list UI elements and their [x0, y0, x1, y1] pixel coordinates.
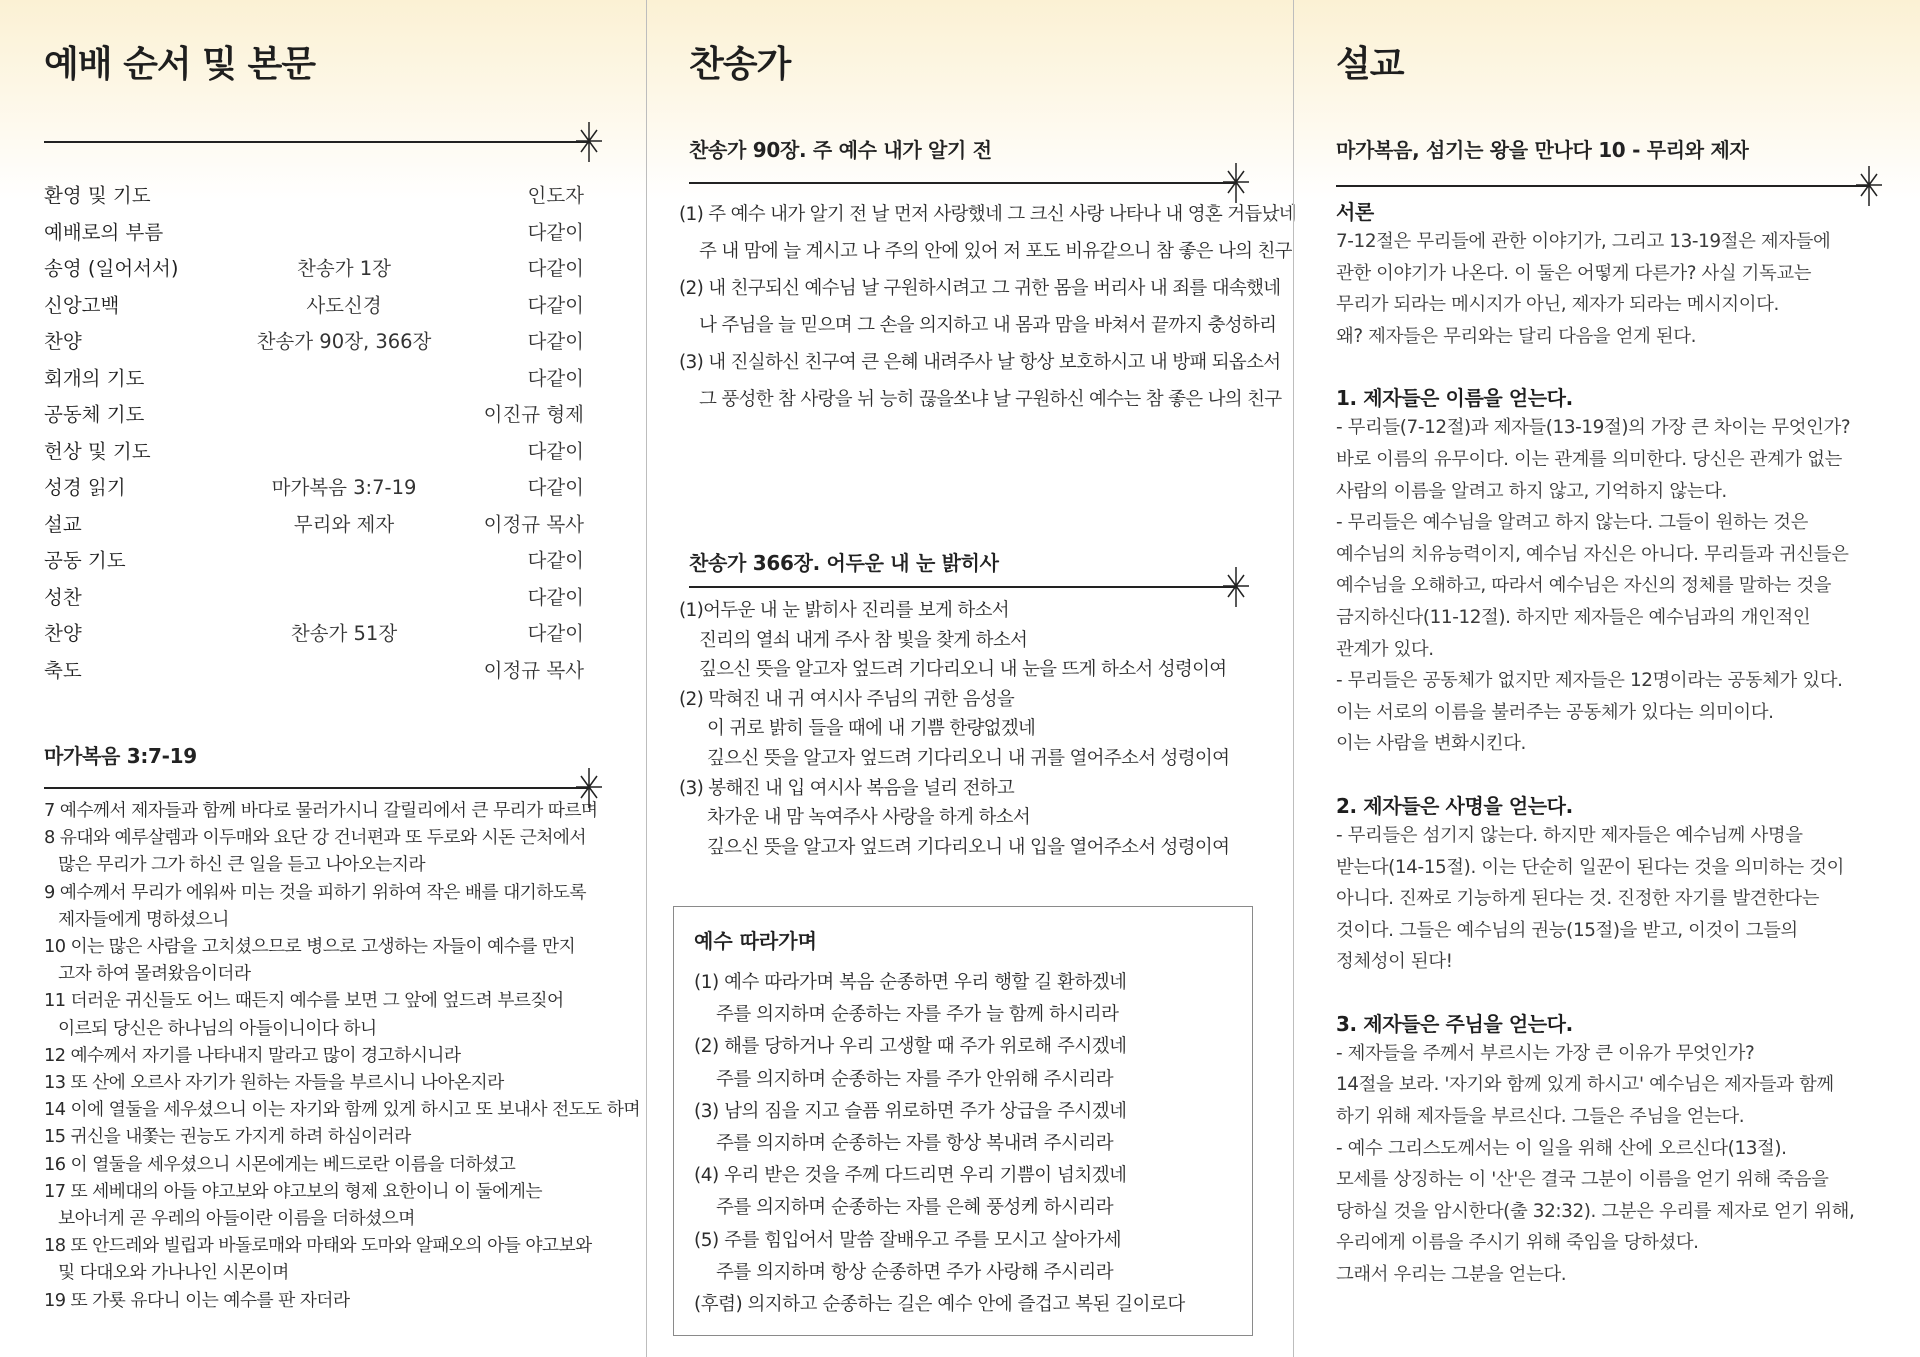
order-item-name: 성경 읽기 — [44, 476, 126, 499]
scripture-line: 제자들에게 명하셨으니 — [58, 908, 229, 930]
order-row — [44, 253, 584, 290]
sermon-line: 것이다. 그들은 예수님의 권능(15절)을 받고, 이것이 그들의 — [1336, 919, 1798, 941]
order-item-name: 회개의 기도 — [44, 366, 145, 390]
order-item-name: 헌상 및 기도 — [44, 439, 151, 463]
order-item-person: 이정규 목사 — [483, 658, 584, 682]
sparkle-icon — [576, 122, 602, 162]
lyric-line: (4) 우리 받은 것을 주께 다드리면 우리 기쁨이 넘치겠네 — [694, 1165, 1127, 1187]
order-item-person: 다같이 — [527, 622, 584, 645]
worship-order-title: 예배 순서 및 본문 — [44, 44, 316, 85]
lyric-line: (2) 내 친구되신 예수님 날 구원하시려고 그 귀한 몸을 버리사 내 죄를 대속했네 — [679, 278, 1281, 299]
order-item-name: 공동체 기도 — [44, 403, 145, 426]
scripture-line: 12 예수께서 자기를 나타내지 말라고 많이 경고하시니라 — [44, 1044, 461, 1066]
lyric-line: (3) 봉해진 내 입 여시사 복음을 널리 전하고 — [679, 777, 1015, 799]
order-row — [44, 582, 584, 619]
scripture-line: 보아너게 곧 우레의 아들이란 이름을 더하셨으며 — [58, 1208, 415, 1230]
lyric-line: 주를 의지하며 순종하는 자를 주가 안위해 주시리라 — [716, 1068, 1114, 1090]
sermon-line: 바로 이름의 유무이다. 이는 관계를 의미한다. 당신은 관계가 없는 — [1336, 448, 1842, 470]
order-item-name: 예배로의 부름 — [44, 220, 164, 244]
order-item-person: 다같이 — [527, 293, 584, 317]
lyric-line: 주를 의지하며 순종하는 자를 은혜 풍성케 하시리라 — [716, 1197, 1114, 1219]
sermon-line: 이는 사람을 변화시킨다. — [1336, 733, 1526, 755]
section-spacer — [1336, 760, 1896, 792]
scripture-line: 13 또 산에 오르사 자기가 원하는 자들을 부르시니 나아온지라 — [44, 1072, 504, 1094]
section-spacer — [1336, 978, 1896, 1010]
order-row — [44, 217, 584, 254]
lyric-line: (2) 해를 당하거나 우리 고생할 때 주가 위로해 주시겠네 — [694, 1036, 1127, 1058]
order-row — [44, 363, 584, 400]
order-item-name: 환영 및 기도 — [44, 184, 151, 207]
order-item-detail: 찬송가 90장, 366장 — [256, 330, 432, 353]
order-item-detail: 무리와 제자 — [293, 512, 395, 536]
lyric-line: (1) 예수 따라가며 복음 순종하면 우리 행할 길 환하겠네 — [694, 972, 1127, 993]
scripture-line: 많은 무리가 그가 하신 큰 일을 듣고 나아오는지라 — [58, 854, 425, 876]
scripture-line: 18 또 안드레와 빌립과 바돌로매와 마태와 도마와 알패오의 아들 야고보와 — [44, 1235, 592, 1257]
order-item-person: 다같이 — [527, 257, 584, 280]
order-item-name: 축도 — [44, 658, 82, 682]
scripture-line: 16 이 열둘을 세우셨으니 시몬에게는 베드로란 이름을 더하셨고 — [44, 1153, 516, 1175]
lyric-line: 진리의 열쇠 내게 주사 참 빛을 찾게 하소서 — [699, 629, 1028, 651]
order-row — [44, 655, 584, 692]
scripture-line: 19 또 가룟 유다니 이는 예수를 판 자더라 — [44, 1289, 350, 1311]
sermon-line: 이는 서로의 이름을 불러주는 공동체가 있다는 의미이다. — [1336, 701, 1774, 723]
hymn-366-lyrics — [679, 596, 1229, 862]
follow-jesus-box — [673, 906, 1253, 1336]
follow-jesus-title: 예수 따라가며 — [694, 929, 817, 953]
sermon-line: 관계가 있다. — [1336, 638, 1434, 660]
sermon-line: 정체성이 된다! — [1336, 951, 1453, 973]
worship-order-column — [0, 0, 646, 1357]
order-item-person: 다같이 — [527, 439, 584, 463]
scripture-line: 10 이는 많은 사람을 고치셨으므로 병으로 고생하는 자들이 예수를 만지 — [44, 936, 576, 958]
sermon-column — [1293, 0, 1920, 1357]
lyric-line: 주를 의지하며 순종하는 자를 주가 늘 함께 하시리라 — [716, 1004, 1119, 1026]
sermon-body — [1336, 198, 1896, 1291]
sermon-line: 아니다. 진짜로 기능하게 된다는 것. 진정한 자기를 발견한다는 — [1336, 888, 1820, 910]
order-item-detail: 마가복음 3:7-19 — [271, 476, 417, 499]
sermon-line: 금지하신다(11-12절). 하지만 제자들은 예수님과의 개인적인 — [1336, 606, 1811, 628]
order-item-name: 설교 — [44, 512, 82, 536]
order-item-detail: 찬송가 1장 — [297, 257, 391, 280]
scripture-line: 11 더러운 귀신들도 어느 때든지 예수를 보면 그 앞에 엎드려 부르짖어 — [44, 990, 564, 1012]
sermon-line: - 무리들은 예수님을 알려고 하지 않는다. 그들이 원하는 것은 — [1336, 512, 1809, 534]
hymn-90-lyrics — [679, 196, 1296, 418]
lyric-line: 주 내 맘에 늘 계시고 나 주의 안에 있어 저 포도 비유같으니 참 좋은 나의 친구 — [699, 241, 1292, 262]
order-item-name: 찬양 — [44, 330, 82, 353]
sermon-line: - 무리들(7-12절)과 제자들(13-19절)의 가장 큰 차이는 무엇인가? — [1336, 417, 1851, 439]
lyric-line: (후렴) 의지하고 순종하는 길은 예수 안에 즐겁고 복된 길이로다 — [694, 1294, 1185, 1316]
lyric-line: 주를 의지하며 항상 순종하면 주가 사랑해 주시리라 — [716, 1261, 1114, 1283]
scripture-line: 17 또 세베대의 아들 야고보와 야고보의 형제 요한이니 이 둘에게는 — [44, 1180, 542, 1202]
scripture-line: 9 예수께서 무리가 에워싸 미는 것을 피하기 위하여 작은 배를 대기하도록 — [44, 881, 586, 903]
lyric-line: 깊으신 뜻을 알고자 엎드려 기다리오니 내 귀를 열어주소서 성령이여 — [707, 747, 1230, 769]
scripture-line: 이르되 당신은 하나님의 아들이니이다 하니 — [58, 1017, 377, 1039]
lyric-line: (3) 남의 짐을 지고 슬픔 위로하면 주가 상급을 주시겠네 — [694, 1100, 1127, 1122]
scripture-title: 마가복음 3:7-19 — [44, 744, 197, 768]
scripture-line: 15 귀신을 내쫓는 권능도 가지게 하려 하심이러라 — [44, 1126, 411, 1148]
sermon-line: 14절을 보라. '자기와 함께 있게 하시고' 예수님은 제자들과 함께 — [1336, 1074, 1834, 1096]
sermon-line: 왜? 제자들은 무리와는 달리 다음을 얻게 된다. — [1336, 325, 1697, 347]
order-item-detail: 사도신경 — [306, 293, 382, 317]
lyric-line: 차가운 내 맘 녹여주사 사랑을 하게 하소서 — [707, 807, 1030, 829]
hymn-90-title: 찬송가 90장. 주 예수 내가 알기 전 — [689, 138, 992, 162]
hymns-title: 찬송가 — [689, 44, 791, 85]
sermon-line: 우리에게 이름을 주시기 위해 죽임을 당하셨다. — [1336, 1232, 1699, 1254]
sermon-line: 하기 위해 제자들을 부르신다. 그들은 주님을 얻는다. — [1336, 1106, 1745, 1128]
order-row — [44, 180, 584, 217]
lyric-line: (5) 주를 힘입어서 말씀 잘배우고 주를 모시고 살아가세 — [694, 1229, 1122, 1251]
order-item-person: 다같이 — [527, 330, 584, 353]
lyric-line: 깊으신 뜻을 알고자 엎드려 기다리오니 내 입을 열어주소서 성령이여 — [707, 836, 1230, 858]
sermon-subtitle: 마가복음, 섬기는 왕을 만나다 10 - 무리와 제자 — [1336, 138, 1749, 162]
section-spacer — [1336, 352, 1896, 384]
order-item-person: 이정규 목사 — [483, 512, 584, 536]
worship-order-list — [44, 180, 584, 691]
order-row — [44, 326, 584, 363]
order-row — [44, 399, 584, 436]
lyric-line: 이 귀로 밝히 들을 때에 내 기쁨 한량없겠네 — [707, 718, 1036, 740]
order-row — [44, 436, 584, 473]
order-row — [44, 290, 584, 327]
sermon-line: 예수님의 치유능력이지, 예수님 자신은 아니다. 무리들과 귀신들은 — [1336, 543, 1849, 565]
order-item-name: 신앙고백 — [44, 293, 120, 317]
sermon-line: - 무리들은 공동체가 없지만 제자들은 12명이라는 공동체가 있다. — [1336, 670, 1843, 692]
sermon-line: 당하실 것을 암시한다(출 32:32). 그분은 우리를 제자로 얻기 위해, — [1336, 1200, 1855, 1222]
order-item-name: 송영 (일어서서) — [44, 257, 179, 280]
sermon-line: 7-12절은 무리들에 관한 이야기가, 그리고 13-19절은 제자들에 — [1336, 231, 1831, 252]
lyric-line: 깊으신 뜻을 알고자 엎드려 기다리오니 내 눈을 뜨게 하소서 성령이여 — [699, 659, 1227, 681]
lyric-line: (3) 내 진실하신 친구여 큰 은혜 내려주사 날 항상 보호하시고 내 방패 되옵소서 — [679, 352, 1281, 373]
sermon-line: 무리가 되라는 메시지가 아닌, 제자가 되라는 메시지이다. — [1336, 294, 1779, 316]
sermon-line: 받는다(14-15절). 이는 단순히 일꾼이 된다는 것을 의미하는 것이 — [1336, 856, 1844, 878]
lyric-line: (2) 막혀진 내 귀 여시사 주님의 귀한 음성을 — [679, 688, 1015, 710]
lyric-line: 나 주님을 늘 믿으며 그 손을 의지하고 내 몸과 맘을 바쳐서 끝까지 충성하리 — [699, 315, 1277, 336]
sermon-line: - 예수 그리스도께서는 이 일을 위해 산에 오르신다(13절). — [1336, 1137, 1787, 1159]
sermon-line: 사람의 이름을 알려고 하지 않고, 기억하지 않는다. — [1336, 480, 1727, 502]
divider-rule — [44, 122, 590, 162]
order-item-person: 인도자 — [527, 184, 584, 207]
order-item-name: 공동 기도 — [44, 549, 126, 572]
lyric-line: (1) 주 예수 내가 알기 전 날 먼저 사랑했네 그 크신 사랑 나타나 내 영혼 거듭났네 — [679, 204, 1296, 225]
lyric-line: (1)어두운 내 눈 밝히사 진리를 보게 하소서 — [679, 600, 1009, 621]
order-row — [44, 545, 584, 582]
order-row — [44, 472, 584, 509]
scripture-line: 고자 하여 몰려왔음이더라 — [58, 963, 251, 985]
sermon-section-heading: 2. 제자들은 사명을 얻는다. — [1336, 793, 1573, 818]
sermon-section-heading: 1. 제자들은 이름을 얻는다. — [1336, 386, 1573, 411]
sermon-section-heading: 서론 — [1336, 200, 1374, 224]
sermon-line: - 제자들을 주께서 부르시는 가장 큰 이유가 무엇인가? — [1336, 1042, 1755, 1064]
sermon-line: 예수님을 오해하고, 따라서 예수님은 자신의 정체를 말하는 것을 — [1336, 575, 1832, 597]
order-item-person: 다같이 — [527, 366, 584, 390]
sermon-title: 설교 — [1336, 44, 1404, 85]
order-row — [44, 509, 584, 546]
sermon-line: 관한 이야기가 나온다. 이 둘은 어떻게 다른가? 사실 기독교는 — [1336, 262, 1812, 284]
scripture-text — [44, 797, 640, 1314]
order-item-name: 찬양 — [44, 622, 82, 645]
order-item-person: 다같이 — [527, 585, 584, 609]
sermon-line: 모세를 상징하는 이 '산'은 결국 그분이 이름을 얻기 위해 죽음을 — [1336, 1169, 1829, 1191]
hymn-366-title: 찬송가 366장. 어두운 내 눈 밝히사 — [689, 551, 999, 575]
order-item-person: 다같이 — [527, 476, 584, 499]
order-item-person: 다같이 — [527, 549, 584, 572]
sermon-line: - 무리들은 섬기지 않는다. 하지만 제자들은 예수님께 사명을 — [1336, 824, 1803, 846]
order-item-person: 이진규 형제 — [483, 403, 584, 426]
follow-jesus-lyrics — [694, 967, 1185, 1321]
hymns-column — [646, 0, 1296, 1357]
scripture-line: 7 예수께서 제자들과 함께 바다로 물러가시니 갈릴리에서 큰 무리가 따르며 — [44, 800, 598, 821]
scripture-line: 및 다대오와 가나나인 시몬이며 — [58, 1262, 289, 1284]
sermon-section-heading: 3. 제자들은 주님을 얻는다. — [1336, 1011, 1573, 1036]
scripture-line: 14 이에 열둘을 세우셨으니 이는 자기와 함께 있게 하시고 또 보내사 전도도 하며 — [44, 1099, 640, 1121]
order-row — [44, 618, 584, 655]
lyric-line: 주를 의지하며 순종하는 자를 항상 복내려 주시리라 — [716, 1133, 1114, 1155]
order-item-person: 다같이 — [527, 220, 584, 244]
order-item-name: 성찬 — [44, 585, 82, 609]
sermon-line: 그래서 우리는 그분을 얻는다. — [1336, 1264, 1567, 1286]
order-item-detail: 찬송가 51장 — [290, 622, 398, 645]
scripture-line: 8 유대와 예루살렘과 이두매와 요단 강 건너편과 또 두로와 시돈 근처에서 — [44, 827, 586, 849]
lyric-line: 그 풍성한 참 사랑을 뉘 능히 끊을쏘냐 날 구원하신 예수는 참 좋은 나의 친구 — [699, 389, 1282, 410]
